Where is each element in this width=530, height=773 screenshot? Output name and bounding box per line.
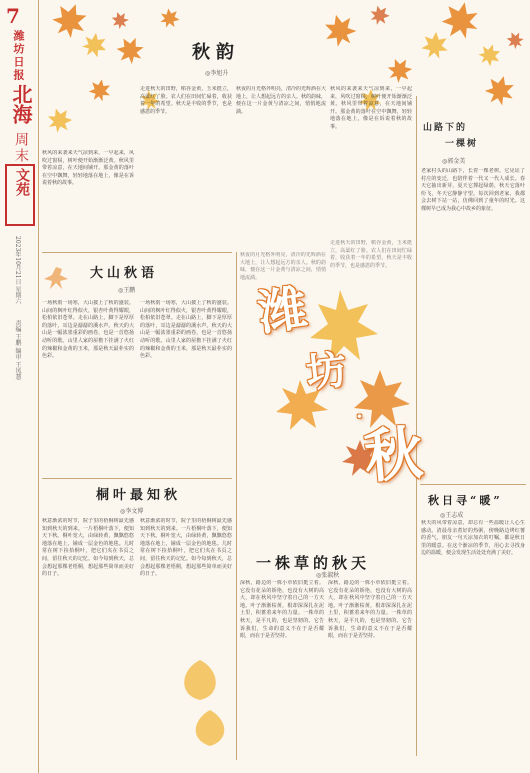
section-divider bbox=[42, 478, 232, 479]
article-body: 秋夜的月光格外明亮，清冷的光辉洒在大地上，让人想起远方的亲人。秋的韵味，便在这一片金黄与清凉之间，悄悄地流淌。 bbox=[240, 252, 326, 281]
article-title-tongye: 桐叶最知秋 bbox=[96, 488, 182, 503]
article-title-shu: 一株草的秋天 bbox=[256, 554, 371, 572]
article-body: 深秋，路边的一株小草依旧挺立着。它没有花朵的娇艳，也没有大树的高大，却在秋风中坚守着自己的一方天地。叶子渐渐枯黄，根却深深扎在泥土里，积蓄着来年的力量。一株草的秋天，是平凡的，也是坚韧的。它告诉我们，生命的意义不在于是否耀眼，而在于是否坚持。 bbox=[240, 580, 324, 640]
article-body: 秋风的来袭来天气凉到来，一早起来，风吹过窗棂，树叶便开始渐渐泛黄。秋风里带着凉意，在天地间铺开。那金黄的落叶在空中飘舞，轻轻地落在地上，像是在诉说着秋的故事。 bbox=[330, 86, 412, 130]
calligraphy-char-fang: 坊 bbox=[303, 346, 349, 397]
column-divider bbox=[236, 500, 237, 760]
article-body: 走进秋天的田野，稻谷金黄，玉米挺立，高粱红了脸。农人们在田间忙碌着，收获着一年的希望。秋天是丰收的季节，也是感恩的季节。 bbox=[330, 240, 412, 269]
article-author-qiuyun: ◎李旭升 bbox=[205, 70, 229, 77]
article-title-dashan: 大山秋语 bbox=[90, 266, 159, 281]
paper-name: 潍坊日报 bbox=[12, 30, 25, 82]
calligraphy-char-qiu: 秋 bbox=[361, 418, 426, 492]
article-title-shanlu: 山路下的 bbox=[423, 123, 468, 133]
ginkgo-leaf-icon bbox=[170, 640, 236, 760]
article-author-qiur: ◎王志成 bbox=[440, 512, 464, 519]
article-author-tongye: ◎李文博 bbox=[120, 508, 144, 515]
article-body: 一场秋雨一场寒，大山披上了秋的盛装。山间的枫叶红得似火，银杏叶黄得耀眼，松柏依旧苍翠。走在山路上，脚下是厚厚的落叶，耳边是潺潺的溪水声。秋天的大山是一幅浓墨重彩的画卷，也是一首悠扬动听的歌。山里人家的屋檐下挂满了火红的辣椒和金黄的玉米，那是秋天最朴实的色彩。 bbox=[140, 300, 232, 360]
section-label: 文苑 bbox=[14, 168, 30, 196]
article-body: 秋意渐浓的时节，院子里的梧桐树最先感知到秋天的到来。一片梧桐叶落下，便知天下秋。桐叶宽大，由绿转黄，飘飘悠悠地落在地上，铺成一层金色的地毯。儿时常在树下捡拾桐叶，把它们夹在书页之间，留住秋天的记忆。如今每到秋天，总会想起那棵老梧桐，想起那些简单而美好的日子。 bbox=[140, 518, 232, 578]
article-body: 深秋，路边的一株小草依旧挺立着。它没有花朵的娇艳，也没有大树的高大，却在秋风中坚守着自己的一方天地。叶子渐渐枯黄，根却深深扎在泥土里，积蓄着来年的力量。一株草的秋天，是平凡的，也是坚韧的。它告诉我们，生命的意义不在于是否耀眼，而在于是否坚持。 bbox=[328, 580, 412, 640]
editor-credit: 责编 王鹏 编审 王凤慧 bbox=[14, 320, 21, 380]
section-divider bbox=[42, 252, 232, 253]
article-title-qiuyun: 秋韵 bbox=[192, 42, 240, 63]
article-body: 一场秋雨一场寒，大山披上了秋的盛装。山间的枫叶红得似火，银杏叶黄得耀眼，松柏依旧苍翠。走在山路上，脚下是厚厚的落叶，耳边是潺潺的溪水声。秋天的大山是一幅浓墨重彩的画卷，也是一首悠扬动听的歌。山里人家的屋檐下挂满了火红的辣椒和金黄的玉米，那是秋天最朴实的色彩。 bbox=[42, 300, 134, 360]
article-body: 秋天的风带着凉意，却总有一些温暖让人心生感动。清晨母亲煮好的热粥，傍晚路边烤红薯的香气，朋友一句天凉加衣的叮嘱，都是秋日里的暖意。在这个渐凉的季节，用心去寻找身边的温暖，便会发现生活处处充满了美好。 bbox=[421, 520, 525, 557]
calligraphy-char-wei: 潍 bbox=[254, 279, 311, 343]
page-number: 7 bbox=[6, 4, 20, 28]
article-body: 秋意渐浓的时节，院子里的梧桐树最先感知到秋天的到来。一片梧桐叶落下，便知天下秋。桐叶宽大，由绿转黄，飘飘悠悠地落在地上，铺成一层金色的地毯。儿时常在树下捡拾桐叶，把它们夹在书页之间，留住秋天的记忆。如今每到秋天，总会想起那棵老梧桐，想起那些简单而美好的日子。 bbox=[42, 518, 134, 578]
column-divider bbox=[236, 252, 237, 502]
article-body: 秋风的来袭来天气凉到来，一早起来，风吹过窗棂，树叶便开始渐渐泛黄。秋风里带着凉意，在天地间铺开。那金黄的落叶在空中飘舞，轻轻地落在地上，像是在诉说着秋的故事。 bbox=[42, 150, 134, 187]
calligraphy-dot: · bbox=[356, 404, 363, 428]
article-body: 秋夜的月光格外明亮，清冷的光辉洒在大地上，让人想起远方的亲人。秋的韵味，便在这一片金黄与清凉之间，悄悄地流淌。 bbox=[236, 86, 326, 115]
issue-date: 2023年10月21日 星期六 bbox=[14, 236, 21, 305]
article-subtitle-shanlu: 一棵树 bbox=[445, 139, 479, 149]
article-body: 走进秋天的田野，稻谷金黄，玉米挺立，高粱红了脸。农人们在田间忙碌着，收获着一年的希望。秋天是丰收的季节，也是感恩的季节。 bbox=[140, 86, 232, 115]
article-author-shu: ◎张淑秋 bbox=[316, 572, 340, 579]
article-author-shanlu: ◎郭金美 bbox=[442, 158, 466, 165]
article-title-qiur: 秋日寻“暖” bbox=[428, 494, 503, 507]
article-author-dashan: ◎王鹏 bbox=[118, 287, 136, 294]
article-body: 老家村头的山路下，长着一棵老树。它见证了村庄的变迁，也陪伴着一代又一代人成长。春天它抽出新芽，夏天它撑起绿荫，秋天它落叶纷飞，冬天它静静守望。每次回到老家，我都会去树下站一站，仿佛回到了童年的时光。这棵树早已成为我心中故乡的象征。 bbox=[421, 168, 525, 212]
weekend-label: 周末 bbox=[13, 132, 29, 164]
supplement-name: 北海 bbox=[9, 84, 33, 124]
